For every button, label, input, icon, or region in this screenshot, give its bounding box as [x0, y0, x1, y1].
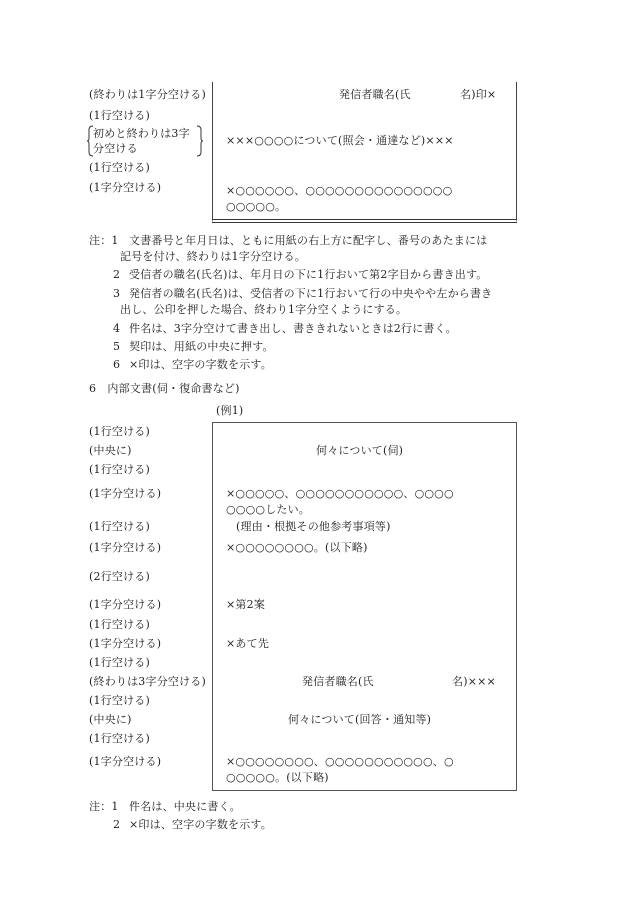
note-number: 1 [111, 234, 119, 247]
left-note: (1字分空ける) [89, 541, 162, 554]
left-note: (1行空ける) [89, 618, 150, 631]
left-note: (終わりは1字分空ける) [89, 88, 206, 101]
left-note: (1字分空ける) [89, 755, 162, 768]
note-text: 件名は、中央に書く。 [129, 800, 241, 813]
note-text: ×印は、空字の字数を示す。 [129, 358, 272, 371]
left-note: (中央に) [89, 444, 132, 457]
section-heading: 6 内部文書(伺・復命書など) [89, 382, 240, 395]
note-text: ×印は、空字の字数を示す。 [129, 818, 272, 831]
left-note: (1行空ける) [89, 161, 150, 174]
left-note: (1字分空ける) [89, 598, 162, 611]
addressee-line: ×あて先 [226, 637, 270, 650]
memo-title: 何々について(伺) [316, 444, 404, 457]
sender-title: 発信者職名(氏 [302, 675, 374, 688]
sender-title: 発信者職名(氏 [339, 88, 411, 101]
left-note: (終わりは3字分空ける) [89, 675, 206, 688]
body-line: ×○○○○○○○○。(以下略) [226, 541, 368, 554]
note-number: 2 [113, 818, 121, 831]
left-note: 分空ける [93, 142, 138, 155]
note-number: 5 [113, 340, 121, 353]
notes-prefix [89, 234, 119, 248]
left-note: (1行空ける) [89, 694, 150, 707]
body-line: ○○○○○。(以下略) [226, 771, 329, 784]
note-number: 2 [113, 268, 121, 281]
left-note: (1行空ける) [89, 732, 150, 745]
note-text: 出し、公印を押した場合、終わり1字分空くようにする。 [120, 303, 408, 316]
note-text: 件名は、3字分空けて書き出し、書ききれないときは2行に書く。 [129, 322, 457, 335]
left-note: (2行空ける) [89, 570, 150, 583]
note-text: 記号を付け、終わりは1字分空ける。 [120, 250, 306, 263]
note-text: 契印は、用紙の中央に押す。 [129, 340, 274, 353]
left-note: (中央に) [89, 713, 132, 726]
notes-prefix [89, 800, 119, 814]
body-line: ×○○○○○、○○○○○○○○○○○、○○○○ [226, 487, 454, 500]
body-line: ○○○○○。 [226, 200, 287, 213]
left-note: (1字分空ける) [89, 637, 162, 650]
note-text: 発信者の職名(氏名)は、受信者の下に1行おいて行の中央やや左から書き [129, 287, 493, 300]
sender-title-end: 名)××× [452, 675, 496, 688]
left-note: (1行空ける) [89, 425, 150, 438]
left-note: (1行空ける) [89, 656, 150, 669]
reply-subject: 何々について(回答・通知等) [288, 713, 432, 726]
left-note: (1行空ける) [89, 109, 150, 122]
draft2-line: ×第2案 [226, 598, 266, 611]
sender-title-end: 名)印× [460, 88, 497, 101]
note-number: 4 [113, 322, 121, 335]
left-note: (1行空ける) [89, 520, 150, 533]
example-label: (例1) [216, 404, 244, 417]
body-line: ×○○○○○○○○、○○○○○○○○○○○、○ [226, 755, 454, 768]
body-line: ×○○○○○○、○○○○○○○○○○○○○○○ [226, 184, 453, 197]
note-number: 1 [111, 800, 119, 813]
note-text: 受信者の職名(氏名)は、年月日の下に1行おいて第2字目から書き出す。 [129, 268, 488, 281]
note-text: 文書番号と年月日は、ともに用紙の右上方に配字し、番号のあたまには [129, 234, 488, 247]
left-note: 初めと終わりは3字 [93, 127, 190, 140]
note-number: 3 [113, 287, 121, 300]
body-line: ○○○○したい。 [226, 503, 310, 516]
left-note: (1字分空ける) [89, 181, 162, 194]
reason-line: (理由・根拠その他参考事項等) [236, 520, 391, 533]
subject-line: ×××○○○○について(照会・通達など)××× [226, 134, 454, 147]
left-note: (1字分空ける) [89, 487, 162, 500]
left-note: (1行空ける) [89, 463, 150, 476]
note-number: 6 [113, 358, 121, 371]
notes-prefix-text: 注： [89, 800, 112, 813]
notes-prefix-text: 注： [89, 234, 112, 247]
